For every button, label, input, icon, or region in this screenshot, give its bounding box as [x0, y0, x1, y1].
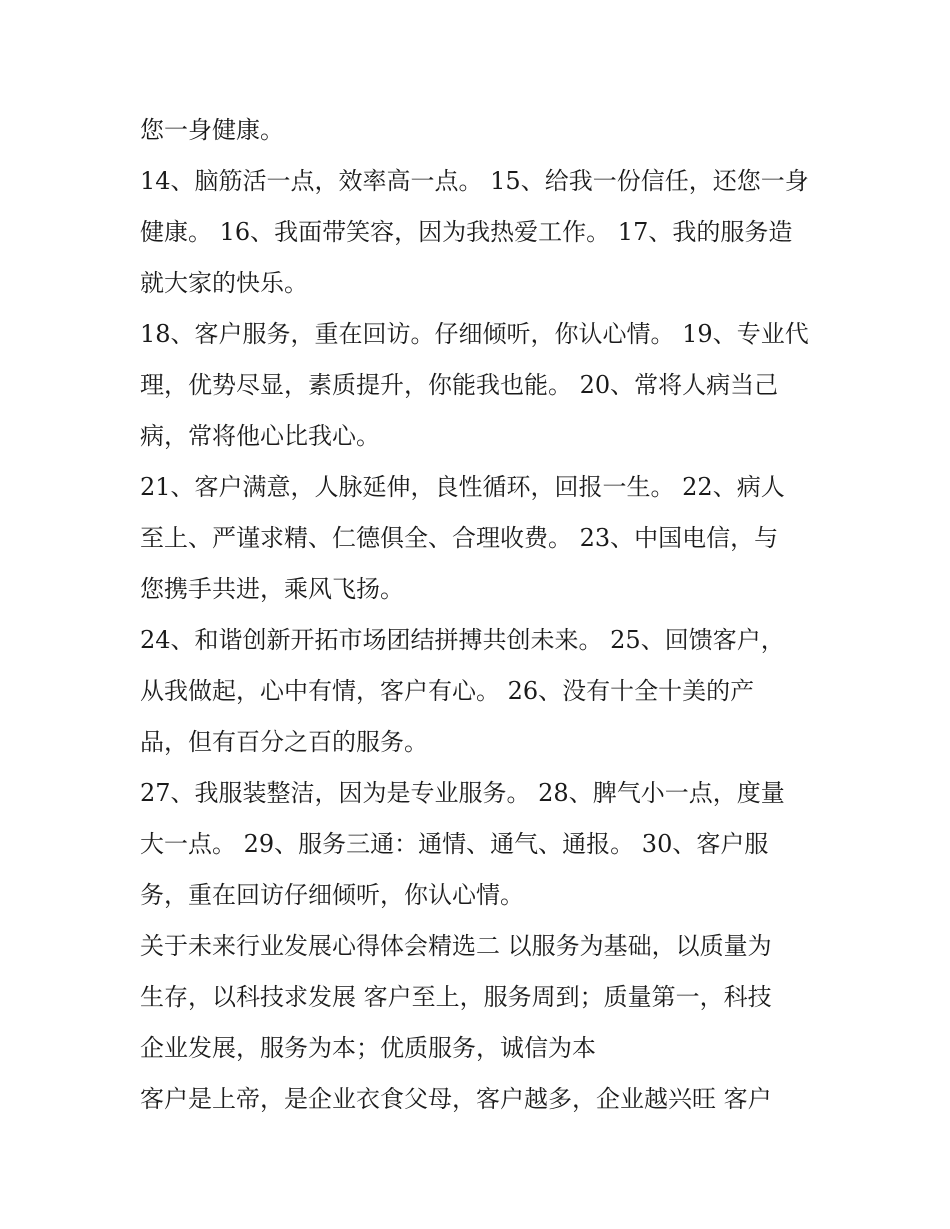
- text-line: 客户是上帝，是企业衣食父母，客户越多，企业越兴旺 客户: [140, 1085, 772, 1113]
- text-line: 就大家的快乐。: [140, 269, 308, 297]
- text-line: 关于未来行业发展心得体会精选二 以服务为基础，以质量为: [140, 932, 772, 960]
- text-line: 病，常将他心比我心。: [140, 422, 380, 450]
- text-line: 理，优势尽显，素质提升，你能我也能。 20、常将人病当己: [140, 371, 779, 399]
- text-line: 18、客户服务，重在回访。仔细倾听，你认心情。 19、专业代: [140, 320, 809, 348]
- text-line: 品，但有百分之百的服务。: [140, 728, 428, 756]
- text-line: 24、和谐创新开拓市场团结拼搏共创未来。 25、回馈客户，: [140, 626, 785, 654]
- text-line: 务，重在回访仔细倾听，你认心情。: [140, 881, 524, 909]
- text-line: 企业发展，服务为本；优质服务，诚信为本: [140, 1034, 596, 1062]
- text-line: 您携手共进，乘风飞扬。: [140, 575, 404, 603]
- text-line: 至上、严谨求精、仁德俱全、合理收费。 23、中国电信，与: [140, 524, 779, 552]
- text-line: 从我做起，心中有情，客户有心。 26、没有十全十美的产: [140, 677, 755, 705]
- text-line: 您一身健康。: [140, 116, 284, 144]
- text-line: 27、我服装整洁，因为是专业服务。 28、脾气小一点，度量: [140, 779, 785, 807]
- text-line: 健康。 16、我面带笑容，因为我热爱工作。 17、我的服务造: [140, 218, 793, 246]
- text-line: 14、脑筋活一点，效率高一点。 15、给我一份信任，还您一身: [140, 167, 809, 195]
- text-line: 生存，以科技求发展 客户至上，服务周到；质量第一，科技: [140, 983, 772, 1011]
- text-line: 大一点。 29、服务三通：通情、通气、通报。 30、客户服: [140, 830, 769, 858]
- document-body: [140, 105, 820, 1125]
- text-line: 21、客户满意，人脉延伸，良性循环，回报一生。 22、病人: [140, 473, 785, 501]
